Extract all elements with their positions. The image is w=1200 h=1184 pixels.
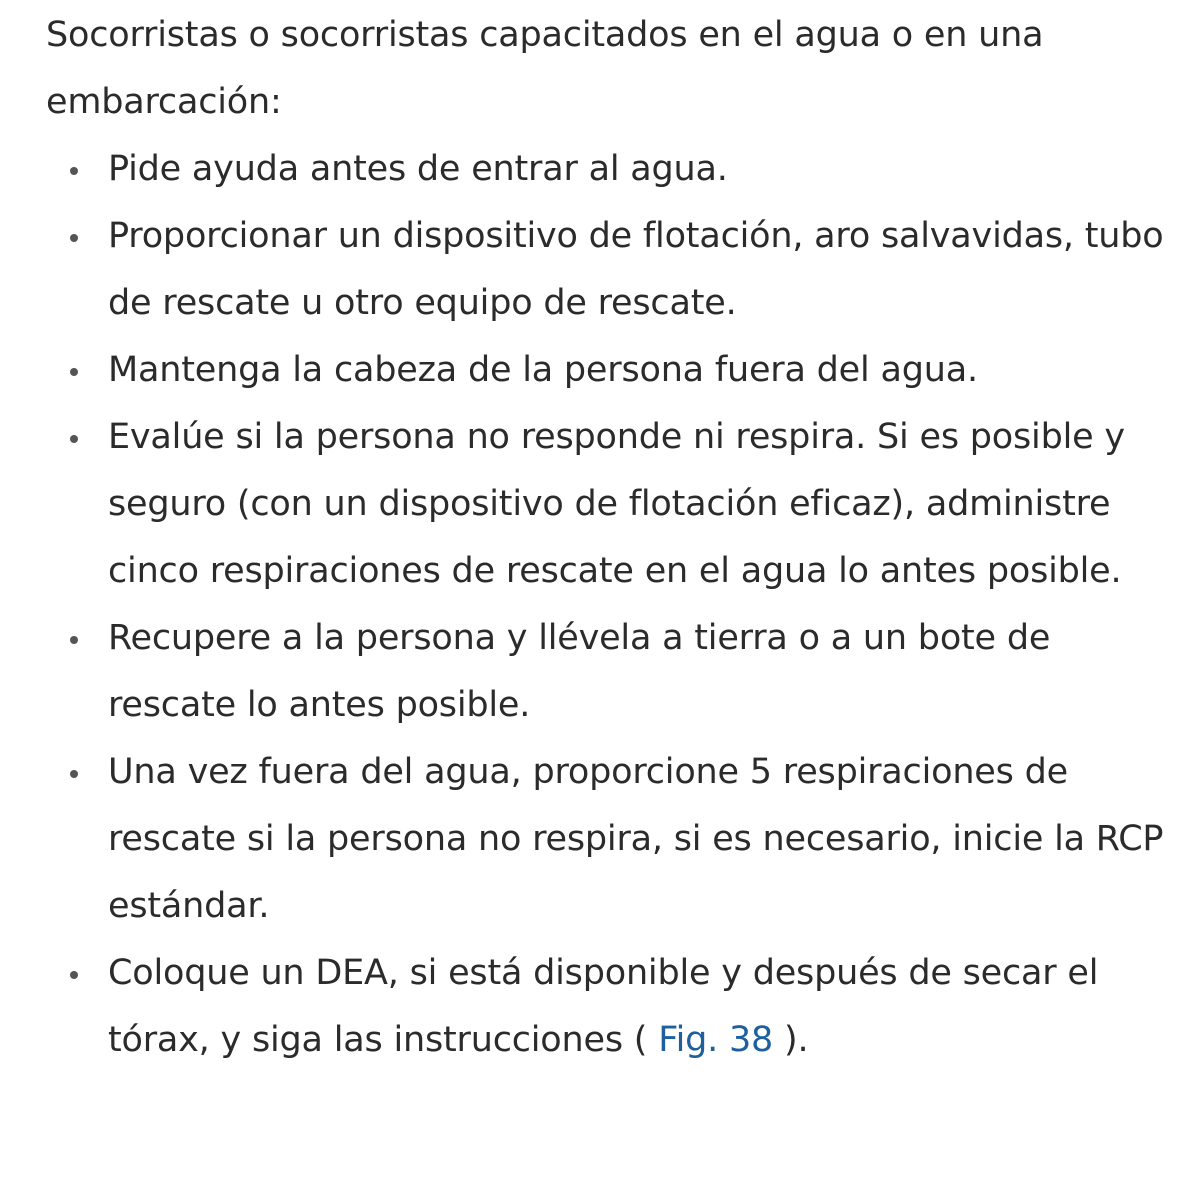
- figure-38-link[interactable]: Fig. 38: [658, 1020, 774, 1060]
- list-item-text: Recupere a la persona y llévela a tierra o a un bote de rescate lo antes posible.: [108, 618, 1051, 725]
- bullet-icon: [70, 636, 78, 644]
- list-item: [46, 605, 1176, 739]
- list-item-text-before-link: Coloque un DEA, si está disponible y después de secar el tórax, y siga las instrucciones (: [108, 953, 1099, 1060]
- list-item-text: Proporcionar un dispositivo de flotación, aro salvavidas, tubo de rescate u otro equipo de rescate.: [108, 216, 1164, 323]
- list-item-text: Mantenga la cabeza de la persona fuera del agua.: [108, 350, 978, 390]
- list-item-text: Pide ayuda antes de entrar al agua.: [108, 149, 728, 189]
- list-item: [46, 739, 1176, 940]
- list-item-text: Evalúe si la persona no responde ni respira. Si es posible y seguro (con un dispositivo de flotación eficaz), administre cinco respiraciones de rescate en el agua lo antes posible.: [108, 417, 1125, 591]
- list-item: [46, 136, 1176, 203]
- rescue-steps-list: [46, 136, 1176, 1074]
- bullet-icon: [70, 368, 78, 376]
- intro-paragraph: Socorristas o socorristas capacitados en el agua o en una embarcación:: [46, 15, 1044, 122]
- list-item: [46, 203, 1176, 337]
- bullet-icon: [70, 167, 78, 175]
- bullet-icon: [70, 234, 78, 242]
- list-item: [46, 404, 1176, 605]
- bullet-icon: [70, 435, 78, 443]
- list-item: [46, 940, 1176, 1074]
- document-content: [46, 0, 1176, 1074]
- list-item-text-after-link: ).: [773, 1020, 809, 1060]
- bullet-icon: [70, 971, 78, 979]
- list-item: [46, 337, 1176, 404]
- bullet-icon: [70, 770, 78, 778]
- list-item-text: Una vez fuera del agua, proporcione 5 respiraciones de rescate si la persona no respira, si es necesario, inicie la RCP estándar.: [108, 752, 1164, 926]
